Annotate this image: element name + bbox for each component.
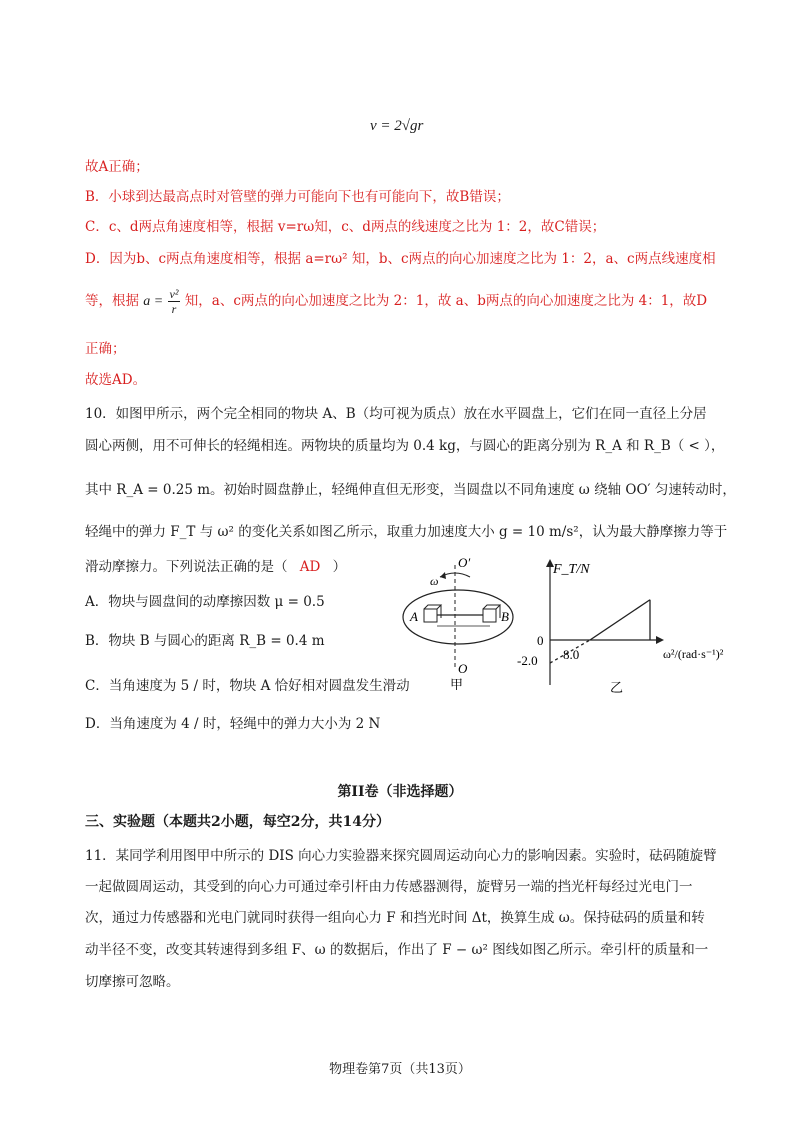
solution-d-line1: D．因为b、c两点角速度相等，根据 a=rω² 知，b、c两点的向心加速度之比为 1：2，a、c两点线速度相 <box>85 251 716 267</box>
series-line <box>590 600 650 640</box>
q10-option-d: D．当角速度为 4 / 时，轻绳中的弹力大小为 2 N <box>85 716 381 732</box>
q11-line3: 次，通过力传感器和光电门就同时获得一组向心力 F 和挡光时间 Δt，换算生成 ω。保持砝码的质量和转 <box>85 910 705 926</box>
x-tick-label: 8.0 <box>563 647 580 662</box>
q10-line2: 圆心两侧，用不可伸长的轻绳相连。两物块的质量均为 0.4 kg，与圆心的距离分别为 R_A 和 R_B（ < ）， <box>85 438 725 454</box>
section-title: 三、实验题（本题共2小题，每空2分，共14分） <box>85 814 390 830</box>
q10-option-a: A．物块与圆盘间的动摩擦因数 μ = 0.5 <box>85 594 325 610</box>
d-fraction-numerator: v² <box>169 287 179 301</box>
solution-d-line3: 正确； <box>85 341 126 357</box>
block-a-top <box>424 605 441 609</box>
q10-answer: AD <box>299 559 321 575</box>
q11-line2: 一起做圆周运动，其受到的向心力可通过牵引杆由力传感器测得，旋臂另一端的挡光杆每经过光电门一 <box>85 879 693 895</box>
q11-line4: 动半径不变，改变其转速得到多组 F、ω 的数据后，作出了 F − ω² 图线如图乙所示。牵引杆的质量和一 <box>85 942 709 958</box>
d-line2-formula: a = <box>143 294 164 309</box>
solution-d-line2 <box>85 286 707 317</box>
q10-line5-pre: 滑动摩擦力。下列说法正确的是（ <box>85 559 288 575</box>
d-fraction-denominator: r <box>171 302 177 316</box>
label-b: B <box>501 609 509 624</box>
q10-option-c: C．当角速度为 5 / 时，物块 A 恰好相对圆盘发生滑动 <box>85 678 410 694</box>
solution-final: 故选AD。 <box>85 372 147 388</box>
q10-line5-post: ） <box>332 559 347 575</box>
q11-line5: 切摩擦可忽略。 <box>85 974 180 990</box>
solution-c-line: C．c、d两点角速度相等，根据 v=rω知，c、d两点的线速度之比为 1：2，故C错误； <box>85 219 606 235</box>
figure-jia <box>400 555 520 690</box>
q10-line1: 10．如图甲所示，两个完全相同的物块 A、B（均可视为质点）放在水平圆盘上，它们在同一直径上分居 <box>85 406 707 422</box>
y-tick-label: -2.0 <box>517 653 538 668</box>
label-o-top: O′ <box>458 555 471 570</box>
d-line2-post: 知，a、c两点的向心加速度之比为 2：1，故 a、b两点的向心加速度之比为 4：1，故D <box>184 293 708 309</box>
solution-a-line: 故A正确； <box>85 159 149 175</box>
d-fraction <box>168 287 181 316</box>
caption-yi: 乙 <box>610 681 624 695</box>
q10-option-b: B．物块 B 与圆心的距离 R_B = 0.4 m <box>85 633 325 649</box>
solution-b-line: B．小球到达最高点时对管壁的弹力可能向下也有可能向下，故B错误； <box>85 189 510 205</box>
q10-line4: 轻绳中的弹力 F_T 与 ω² 的变化关系如图乙所示，取重力加速度大小 g = 10 m/s²，认为最大静摩擦力等于 <box>85 524 728 540</box>
q10-line3: 其中 R_A = 0.25 m。初始时圆盘静止，轻绳伸直但无形变，当圆盘以不同角速度 ω 绕轴 OO′ 匀速转动时， <box>85 482 736 498</box>
page-footer: 物理卷第7页（共13页） <box>329 1062 471 1077</box>
q10-line5 <box>85 557 346 577</box>
volume-title: 第II卷（非选择题） <box>337 784 463 800</box>
label-a: A <box>410 609 418 624</box>
top-formula: v = 2√gr <box>370 118 424 134</box>
label-omega: ω <box>430 574 439 588</box>
block-b <box>483 609 496 622</box>
block-b-top <box>483 605 500 609</box>
rotation-arrowhead-icon <box>440 572 446 579</box>
block-a <box>424 609 437 622</box>
label-o-bottom: O <box>458 661 468 676</box>
origin-label: 0 <box>537 633 544 648</box>
figure-yi-chart <box>515 555 775 695</box>
d-line2-pre: 等，根据 <box>85 293 139 309</box>
y-axis-label: F_T/N <box>553 562 590 577</box>
q11-line1: 11．某同学利用图甲中所示的 DIS 向心力实验器来探究圆周运动向心力的影响因素。实验时，砝码随旋臂 <box>85 848 717 864</box>
caption-jia: 甲 <box>450 678 464 690</box>
x-axis-label: ω²/(rad·s⁻¹)² <box>663 647 724 661</box>
x-axis-arrow-icon <box>656 636 664 644</box>
